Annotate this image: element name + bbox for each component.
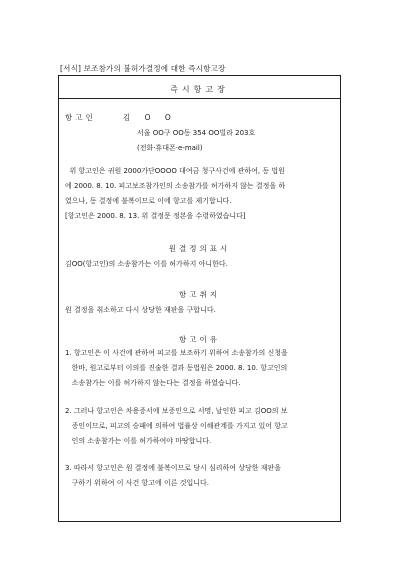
party-address: 서울 OO구 OO동 354 OO빌라 203호 — [137, 129, 256, 137]
reason-item-1 — [65, 346, 336, 391]
party-name: 김 O O — [123, 113, 177, 122]
document-title: 즉시항고장 — [170, 85, 229, 94]
reason-line: 3. 따라서 항고인은 원 결정에 불복이므로 당시 심리하여 상당한 재판을 — [65, 464, 282, 472]
original-decision-text: 김OO(항고인)의 소송참가는 이를 허가하지 아니한다. — [65, 260, 228, 268]
purpose-heading: 항고취지 — [179, 290, 220, 299]
reasons-heading: 항고이유 — [179, 335, 220, 344]
reason-item-3 — [65, 461, 336, 491]
intro-line: 위 항고인은 귀원 2000가단OOOO 대여금 청구사건에 관하여, 동 법원 — [65, 167, 285, 175]
purpose-text: 원 결정을 취소하고 다시 상당한 재판을 구합니다. — [65, 306, 216, 314]
reason-line: 2. 그러나 항고인은 차용증서에 보증인으로 서명, 날인한 피고 김OO의 보 — [65, 407, 288, 415]
document-frame — [58, 75, 341, 522]
title-divider — [59, 98, 340, 99]
original-decision-heading: 원결정의표시 — [168, 244, 231, 253]
reason-line: 1. 항고인은 이 사건에 관하여 피고를 보조하기 위하여 소송참가의 신청을 — [65, 349, 288, 357]
intro-line: 였으나, 동 결정에 불복이므로 이에 항고를 제기합니다. — [65, 197, 232, 205]
reason-line: 구하기 위하여 이 사건 항고에 이른 것입니다. — [65, 479, 209, 487]
document-caption: [서식] 보조참가의 불허가결정에 대한 즉시항고장 — [60, 64, 226, 73]
reason-line: 증인이므로, 피고의 승패에 의하여 법률상 이해관계를 가지고 있어 항고 — [65, 422, 288, 430]
reason-item-2 — [65, 404, 336, 449]
party-role-label: 항고인 — [65, 113, 96, 122]
intro-line: [항고인은 2000. 8. 13. 위 결정문 정본을 수령하였습니다] — [65, 212, 246, 220]
reason-line: 인의 소송참가는 이를 허가하여야 마땅합니다. — [65, 437, 212, 445]
intro-paragraph — [65, 164, 336, 224]
reason-line: 소송참가는 이를 허가하지 않는다는 결정을 하였습니다. — [65, 379, 241, 387]
intro-line: 에 2000. 8. 10. 피고보조참가인의 소송참가를 허가하지 않는 결정을 하 — [65, 182, 286, 190]
reason-line: 한바, 원고로부터 이의를 진술한 결과 동법원은 2000. 8. 10. 항고인의 — [65, 364, 288, 372]
party-contact: (전화·휴대폰·e-mail) — [137, 144, 203, 152]
